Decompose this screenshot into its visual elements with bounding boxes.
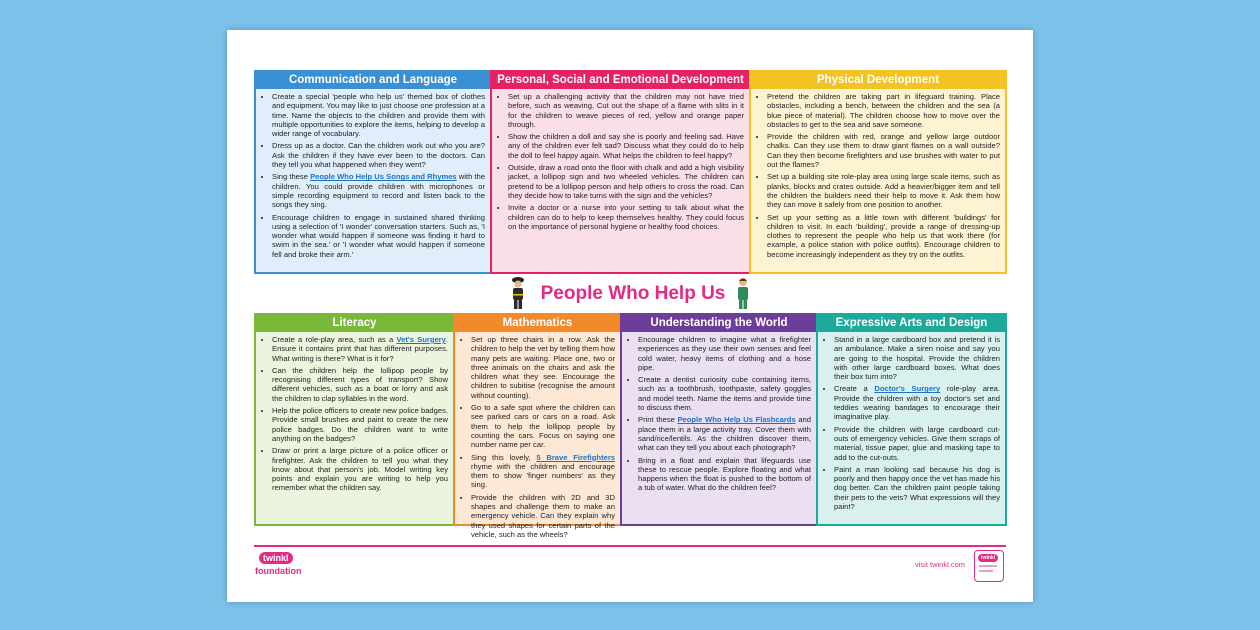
activity-list bbox=[256, 89, 490, 259]
activity-item: • Create a role-play area, such as a Vet's Surgery. Ensure it contains print that has different purposes. What writing is there? What is it for? bbox=[272, 335, 448, 363]
activity-item: • Go to a safe spot where the children can see parked cars or cars on a road. Ask them to help the lollipop people by counting the cars. Focus on saying one number name per car. bbox=[471, 403, 615, 449]
literacy-box bbox=[254, 313, 455, 526]
expressive-arts-box bbox=[816, 313, 1007, 526]
twinkl-foundation-logo[interactable] bbox=[255, 550, 301, 580]
logo-top-text: twinkl bbox=[259, 552, 293, 564]
activity-item: • Set up three chairs in a row. Ask the children to help the vet by telling them how many pets are waiting. Place one, two or three animals on the chairs and ask the children what they see. Encourage the children to subitise (recognise the amount without counting). bbox=[471, 335, 615, 400]
section-heading: Physical Development bbox=[751, 72, 1005, 89]
resource-link[interactable]: 5 Brave Firefighters bbox=[536, 452, 615, 462]
activity-item: • Pretend the children are taking part in lifeguard training. Place obstacles, including a bench, between the children and the sea (a blue piece of material). The children choose how to move over the obstacles to get to the sea and save someone. bbox=[767, 92, 1000, 129]
section-heading: Personal, Social and Emotional Development bbox=[492, 72, 749, 89]
personal-social-emotional-box bbox=[490, 70, 751, 274]
section-heading: Literacy bbox=[256, 315, 453, 332]
firefighter-icon bbox=[509, 276, 527, 310]
activity-item: • Print these People Who Help Us Flashcards and place them in a large activity tray. Cover them with sand/rice/lentils. As the children discover them, what can they tell you about each photograph? bbox=[638, 415, 811, 452]
understanding-world-box bbox=[620, 313, 818, 526]
activity-item: • Create a special 'people who help us' themed box of clothes and equipment. You may like to just choose one profession at a time. Name the objects to the children and provide them with multiple opportunities to explore the items, helping to develop a wider range of vocabulary. bbox=[272, 92, 485, 138]
page-title: People Who Help Us bbox=[540, 283, 726, 304]
section-heading: Expressive Arts and Design bbox=[818, 315, 1005, 332]
logo-bottom-text: foundation bbox=[255, 566, 302, 576]
activity-item: • Provide the children with large cardboard cut-outs of emergency vehicles. Give them scraps of material, tissue paper, glue and masking tape to add to the cut-outs. bbox=[834, 425, 1000, 462]
activity-item: • Provide the children with red, orange and yellow large outdoor chalks. Can they use them to draw giant flames on a wall outside? Can they then become firefighters and use brushes with water to put out the flames? bbox=[767, 132, 1000, 169]
section-heading: Mathematics bbox=[455, 315, 620, 332]
activity-list bbox=[622, 332, 816, 493]
resource-link[interactable]: Doctor's Surgery bbox=[874, 384, 941, 394]
badge-text: twinkl bbox=[978, 554, 998, 562]
activity-item: • Draw or print a large picture of a police officer or firefighter. Ask the children to tell you what they know about that person's job. Model writing key points and explain you are writing to help you remember what the children say. bbox=[272, 446, 448, 492]
document-sheet bbox=[227, 30, 1033, 602]
mathematics-box bbox=[453, 313, 622, 539]
footer-divider bbox=[254, 545, 1006, 547]
section-heading: Understanding the World bbox=[622, 315, 816, 332]
resource-link[interactable]: People Who Help Us Flashcards bbox=[677, 415, 796, 425]
activity-list bbox=[751, 89, 1005, 259]
activity-list bbox=[492, 89, 749, 231]
activity-item: • Bring in a float and explain that lifeguards use these to rescue people. Explore floating and what happens when the float is pushed to the bottom of a tub of water. What do the children feel? bbox=[638, 456, 811, 493]
activity-item: • Paint a man looking sad because his dog is poorly and then happy once the vet has made his dog better. Can the children paint people taking their pets to the vets? What expressions will they paint? bbox=[834, 465, 1000, 511]
activity-list bbox=[455, 332, 620, 539]
activity-item: • Outside, draw a road onto the floor with chalk and add a high visibility jacket, a lollipop sign and two wheeled vehicles. The children can pretend to be a lollipop person and help others to cross the road. Can they decide how to take turns with the sign and the vehicles? bbox=[508, 163, 744, 200]
physical-development-box bbox=[749, 70, 1007, 274]
activity-item: • Set up a building site role-play area using large scale items, such as planks, blocks and crates outside. Add a heavier/bigger item and tell the children the builders need their help to move it. Ask them how they can move it safely from one position to another. bbox=[767, 172, 1000, 209]
paramedic-icon bbox=[734, 276, 752, 310]
activity-item: • Sing these People Who Help Us Songs and Rhymes with the children. You could provide children with microphones or simple recording equipment to record and listen back to the songs they sing. bbox=[272, 172, 485, 209]
activity-item: • Invite a doctor or a nurse into your setting to talk about what the children can do to help to keep themselves healthy. They could focus on the importance of personal hygiene or healthy food choices. bbox=[508, 203, 744, 231]
section-heading: Communication and Language bbox=[256, 72, 490, 89]
activity-item: • Create a Doctor's Surgery role-play area. Provide the children with a toy doctor's set and teddies wearing bandages to encourage their imaginative play. bbox=[834, 384, 1000, 421]
communication-language-box bbox=[254, 70, 492, 274]
activity-list bbox=[818, 332, 1005, 511]
resource-link[interactable]: Vet's Surgery bbox=[396, 335, 446, 344]
activity-item: • Dress up as a doctor. Can the children work out who you are? Ask the children if they have ever been to the doctors. Can they tell you what happened when they went? bbox=[272, 141, 485, 169]
activity-item: • Sing this lovely, 5 Brave Firefighters rhyme with the children and encourage them to show 'finger numbers' as they sing. bbox=[471, 453, 615, 490]
activity-item: • Show the children a doll and say she is poorly and feeling sad. Have any of the children ever felt sad? Discuss what they could do to help the doll to feel happy again. What helps the children to feel happy? bbox=[508, 132, 744, 160]
quality-badge-icon bbox=[974, 550, 1004, 582]
activity-item: • Encourage children to imagine what a firefighter experiences as they use their own senses and feel cold water, heavy items of clothing and a hose pipe. bbox=[638, 335, 811, 372]
activity-item: • Can the children help the lollipop people by recognising different types of transport? Show different vehicles, such as a boat or lorry and ask the children to clap syllables in the word. bbox=[272, 366, 448, 403]
activity-item: • Provide the children with 2D and 3D shapes and challenge them to make an emergency vehicle. Can they explain why they used shapes for certain parts of the vehicle, such as the wheels? bbox=[471, 493, 615, 539]
visit-link[interactable]: visit twinkl.com bbox=[915, 560, 966, 569]
activity-item: • Create a dentist curiosity cube containing items, such as a toothbrush, toothpaste, safety goggles and model teeth. Name the items and provide time to discuss them. bbox=[638, 375, 811, 412]
activity-item: • Encourage children to engage in sustained shared thinking using a selection of 'I wonder' conversation starters. Such as, 'I wonder what would happen if someone was finding it hard to swim in the sea.' or 'I wonder what would happen if someone fell and broke their arm.' bbox=[272, 213, 485, 259]
resource-link[interactable]: People Who Help Us Songs and Rhymes bbox=[310, 172, 457, 182]
activity-item: • Set up your setting as a little town with different 'buildings' for children to visit. In each 'building', provide a range of dressing-up clothes to represent the people who help us that work there (for example, a police station with police outfits). Encourage children to become increasingly independent as they try on the outfits. bbox=[767, 213, 1000, 259]
activity-item: • Set up a challenging activity that the children may not have tried before, such as weaving. Cut out the shape of a flame with slits in it for the children to weave pieces of red, yellow and orange paper through. bbox=[508, 92, 744, 129]
activity-item: • Help the police officers to create new police badges. Provide small brushes and paint to create the new police badges. Do the children want to write anything on the badges? bbox=[272, 406, 448, 443]
activity-list bbox=[256, 332, 453, 493]
activity-item: • Stand in a large cardboard box and pretend it is an ambulance. Make a siren noise and say you are going to the hospital. Provide the children with other large cardboard boxes. What does their box turn into? bbox=[834, 335, 1000, 381]
